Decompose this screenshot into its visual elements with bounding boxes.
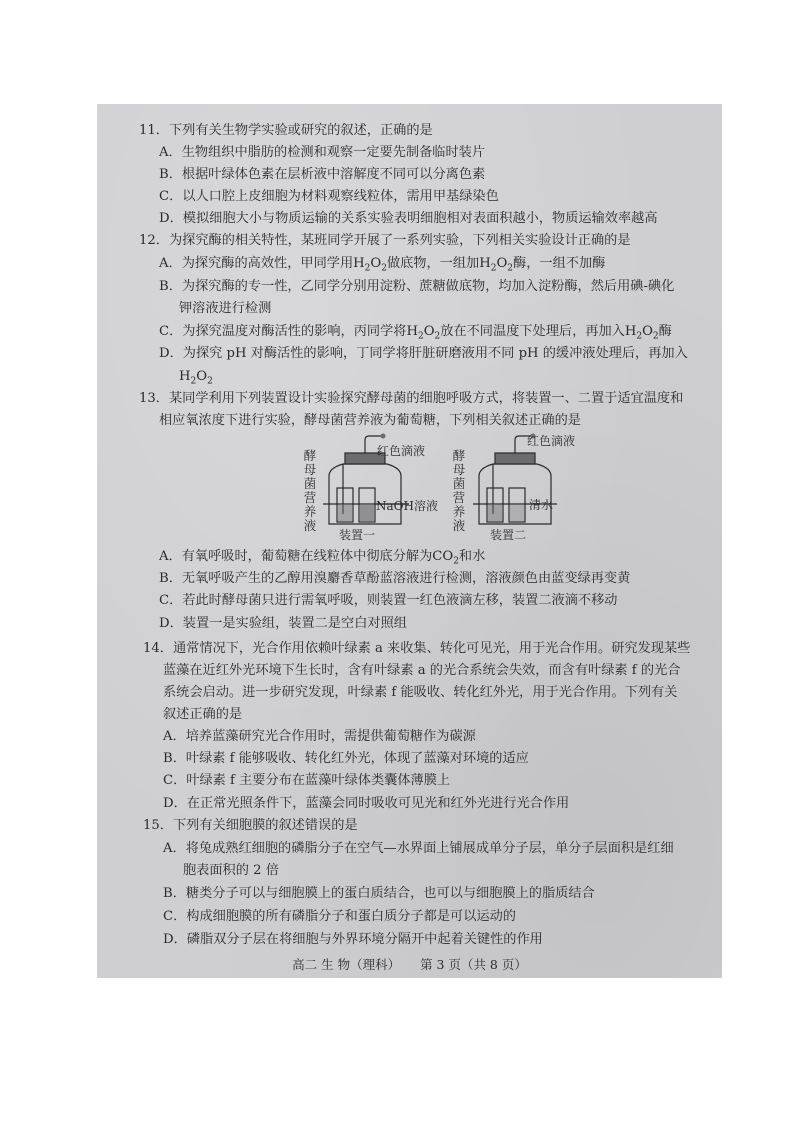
q14-stem-line4: 叙述正确的是 (163, 707, 243, 722)
q14-stem-line1: 14．通常情况下，光合作用依赖叶绿素 a 来收集、转化可见光，用于光合作用。研究发现某些 (143, 641, 691, 656)
q13-option-b: B．无氧呼吸产生的乙醇用溴麝香草酚蓝溶液进行检测，溶液颜色由蓝变绿再变黄 (159, 571, 631, 586)
q15-stem: 15．下列有关细胞膜的叙述错误的是 (143, 818, 358, 833)
exam-page (97, 104, 722, 978)
q13-option-d: D．装置一是实验组，装置二是空白对照组 (159, 616, 407, 631)
q11-option-d: D．模拟细胞大小与物质运输的关系实验表明细胞相对表面积越小，物质运输效率越高 (159, 211, 658, 226)
device-1-red-drop (381, 434, 386, 439)
q12-option-c: C．为探究温度对酶活性的影响，丙同学将$H_2O_2$放在不同温度下处理后，再加入$H_2O_2$酶 (159, 324, 672, 342)
device-1-drop-label: 红色滴液 (377, 444, 426, 458)
device-2-stopper (495, 453, 535, 464)
device-2-side-label: 酵母菌营养液 (452, 448, 466, 533)
q11-option-c: C．以人口腔上皮细胞为材料观察线粒体，需用甲基绿染色 (159, 189, 499, 204)
device-1-caption: 装置一 (339, 528, 376, 542)
q11-stem: 11．下列有关生物学实验或研究的叙述，正确的是 (139, 123, 433, 138)
q14-stem-line3: 系统会启动。进一步研究发现，叶绿素 f 能吸收、转化红外光，用于光合作用。下列有关 (163, 685, 678, 700)
q13-stem-line1: 13．某同学利用下列装置设计实验探究酵母菌的细胞呼吸方式，将装置一、二置于适宜温度和 (139, 391, 684, 406)
q15-option-d: D．磷脂双分子层在将细胞与外界环境分隔开中起着关键性的作用 (163, 932, 543, 947)
q14-stem-line2: 蓝藻在近红外光环境下生长时，含有叶绿素 a 的光合系统会失效，而含有叶绿素 f 的光合 (163, 663, 681, 678)
q14-option-b: B．叶绿素 f 能够吸收、转化红外光，体现了蓝藻对环境的适应 (163, 751, 529, 766)
q13-stem-line2: 相应氧浓度下进行实验，酵母菌营养液为葡萄糖，下列相关叙述正确的是 (159, 413, 581, 428)
q12-option-b-line2: 钾溶液进行检测 (179, 301, 272, 316)
device-2-drop-label: 红色滴液 (527, 434, 576, 448)
q13-option-c: C．若此时酵母菌只进行需氧呼吸，则装置一红色液滴左移，装置二液滴不移动 (159, 593, 618, 608)
q14-option-a: A．培养蓝藻研究光合作用时，需提供葡萄糖作为碳源 (163, 729, 476, 744)
water-label: 清水 (529, 498, 554, 512)
device-2-caption: 装置二 (490, 528, 527, 542)
q14-option-c: C．叶绿素 f 主要分布在蓝藻叶绿体类囊体薄膜上 (163, 773, 451, 788)
footer-page-number: 第 3 页（共 8 页） (420, 957, 527, 972)
q15-option-b: B．糖类分子可以与细胞膜上的蛋白质结合，也可以与细胞膜上的脂质结合 (163, 886, 595, 901)
q12-option-a: A．为探究酶的高效性，甲同学用$H_2O_2$做底物，一组加$H_2O_2$酶，一组不加酶 (159, 256, 606, 274)
q12-option-b-line1: B．为探究酶的专一性，乙同学分别用淀粉、蔗糖做底物，均加入淀粉酶，然后用碘-碘化 (159, 279, 675, 294)
q12-option-d-line2: $H_2O_2$ (179, 369, 213, 387)
device-1-naoh-liquid (360, 504, 374, 521)
q12-stem: 12．为探究酶的相关特性，某班同学开展了一系列实验，下列相关实验设计正确的是 (139, 233, 631, 248)
q11-option-a: A．生物组织中脂肪的检测和观察一定要先制备临时装片 (159, 145, 486, 160)
naoh-label: NaOH溶液 (376, 499, 438, 513)
q13-option-a: A．有氧呼吸时，葡萄糖在线粒体中彻底分解为$CO_2$和水 (159, 549, 486, 567)
device-1-yeast-liquid (338, 504, 352, 521)
q14-option-d: D．在正常光照条件下，蓝藻会同时吸收可见光和红外光进行光合作用 (163, 796, 570, 811)
device-2-yeast-liquid (488, 504, 502, 521)
q15-option-c: C．构成细胞膜的所有磷脂分子和蛋白质分子都是可以运动的 (163, 909, 516, 924)
device-1-side-label: 酵母菌营养液 (303, 448, 317, 533)
device-2-water-liquid (510, 504, 524, 521)
footer-subject: 高二 生 物（理科） (292, 957, 401, 972)
q15-option-a-line1: A．将兔成熟红细胞的磷脂分子在空气—水界面上铺展成单分子层，单分子层面积是红细 (163, 841, 674, 856)
page-footer (97, 955, 722, 973)
q15-option-a-line2: 胞表面积的 2 倍 (183, 863, 279, 878)
q11-option-b: B．根据叶绿体色素在层析液中溶解度不同可以分离色素 (159, 167, 486, 182)
q12-option-d-line1: D．为探究 pH 对酶活性的影响，丁同学将肝脏研磨液用不同 pH 的缓冲液处理后，再加入 (159, 346, 688, 361)
